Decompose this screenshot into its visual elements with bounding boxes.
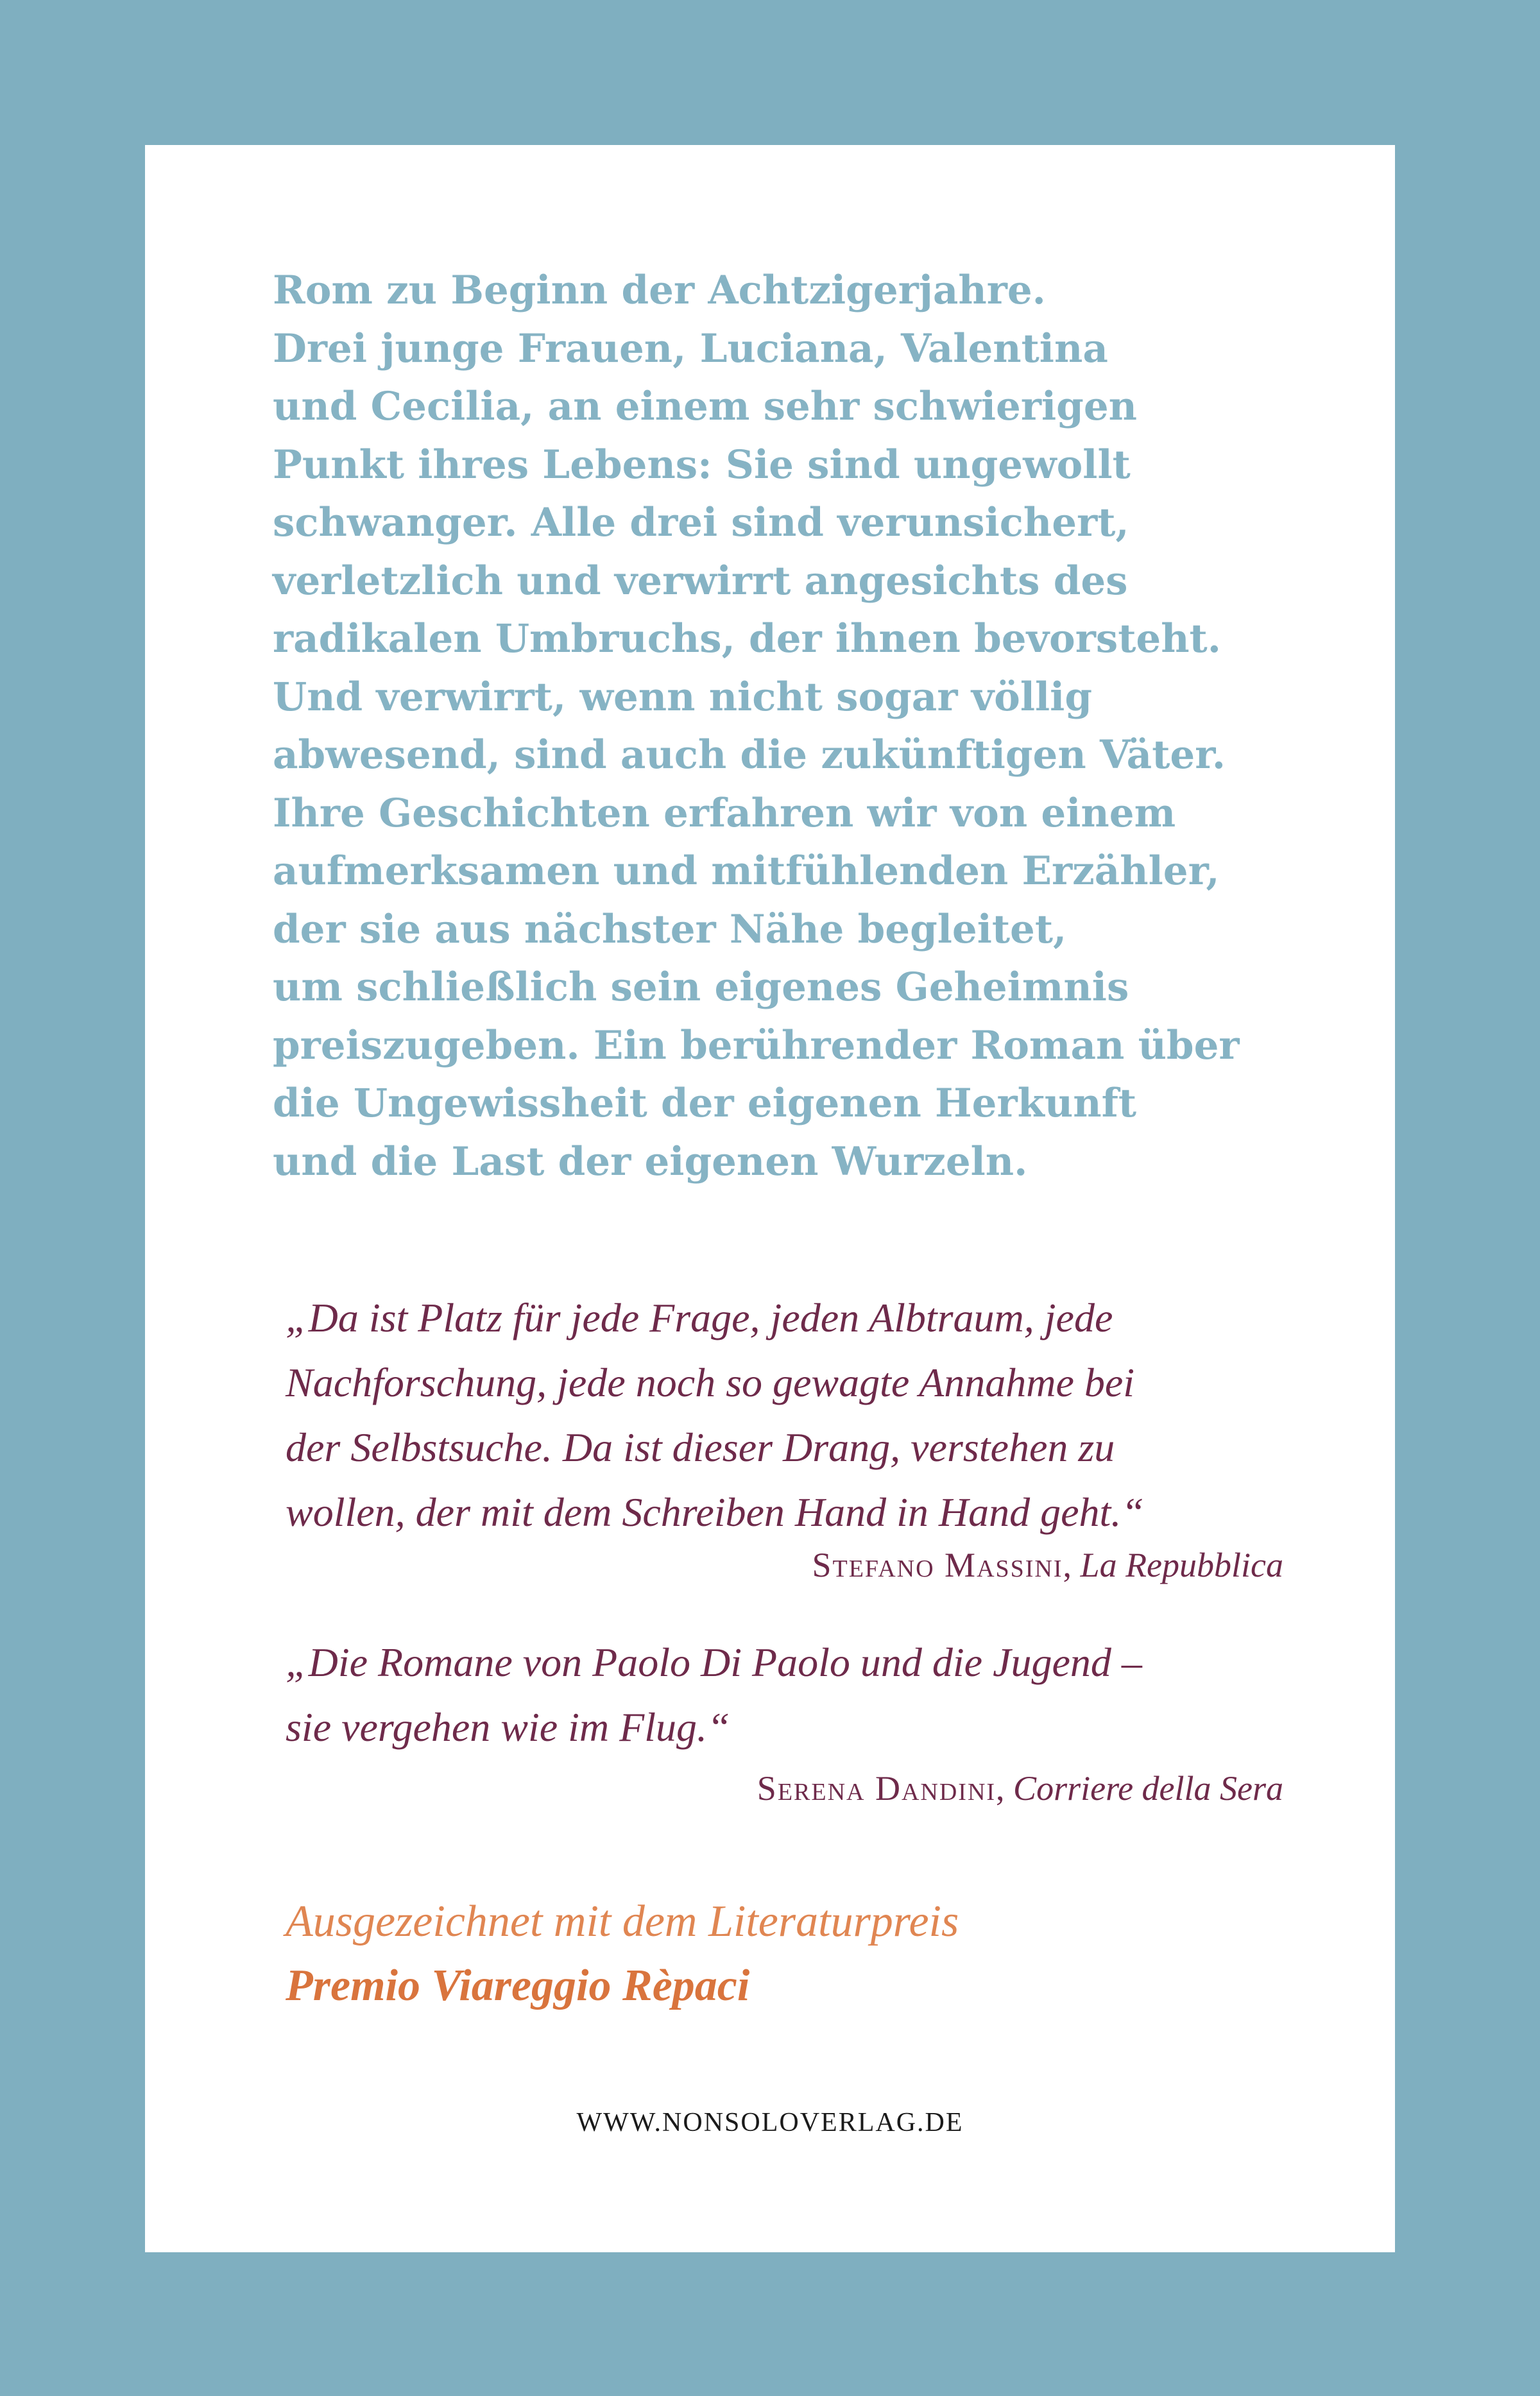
blurb-line: die Ungewissheit der eigenen Herkunft — [273, 1081, 1136, 1126]
blurb-line: abwesend, sind auch die zukünftigen Väter. — [273, 732, 1226, 778]
quote-source: Corriere della Sera — [1013, 1769, 1283, 1808]
review-quote-2 — [286, 1630, 1287, 1759]
blurb-line: Rom zu Beginn der Achtzigerjahre. — [273, 268, 1046, 313]
quote-line: „Die Romane von Paolo Di Paolo und die Jugend – — [286, 1639, 1142, 1685]
blurb-line: Und verwirrt, wenn nicht sogar völlig — [273, 674, 1093, 720]
quote-line: sie vergehen wie im Flug.“ — [286, 1704, 730, 1750]
review-quote-1 — [286, 1285, 1287, 1545]
award-intro: Ausgezeichnet mit dem Literaturpreis — [286, 1897, 959, 1946]
quote-line: wollen, der mit dem Schreiben Hand in Hand geht.“ — [286, 1489, 1144, 1535]
quote-attribution-2: Serena Dandini, Corriere della Sera — [757, 1769, 1283, 1808]
blurb-line: und Cecilia, an einem sehr schwierigen — [273, 384, 1137, 429]
blurb-line: um schließlich sein eigenes Geheimnis — [273, 964, 1129, 1010]
publisher-website[interactable]: WWW.NONSOLOVERLAG.DE — [576, 2108, 964, 2137]
quote-line: Nachforschung, jede noch so gewagte Annahme bei — [286, 1360, 1135, 1405]
blurb-line: und die Last der eigenen Wurzeln. — [273, 1138, 1028, 1185]
quote-line: der Selbstsuche. Da ist dieser Drang, verstehen zu — [286, 1425, 1115, 1470]
blurb-line: aufmerksamen und mitfühlenden Erzähler, — [273, 848, 1220, 894]
award-prize: Premio Viareggio Rèpaci — [286, 1961, 750, 2010]
blurb-line: verletzlich und verwirrt angesichts des — [273, 558, 1128, 604]
quote-source: La Repubblica — [1080, 1546, 1283, 1584]
blurb-line: der sie aus nächster Nähe begleitet, — [273, 906, 1067, 952]
blurb-line: Punkt ihres Lebens: Sie sind ungewollt — [273, 441, 1131, 488]
blurb-line: schwanger. Alle drei sind verunsichert, — [273, 500, 1129, 545]
quote-author: Stefano Massini — [812, 1546, 1063, 1584]
blurb-line: radikalen Umbruchs, der ihnen bevorsteht. — [273, 616, 1221, 662]
blurb-line: Drei junge Frauen, Luciana, Valentina — [273, 325, 1108, 372]
blurb-line: preiszugeben. Ein berührender Roman über — [273, 1022, 1240, 1068]
book-blurb — [273, 262, 1299, 1191]
quote-author: Serena Dandini — [757, 1769, 997, 1808]
award-note — [286, 1890, 1287, 2018]
quote-line: „Da ist Platz für jede Frage, jeden Albtraum, jede — [286, 1295, 1113, 1340]
blurb-line: Ihre Geschichten erfahren wir von einem — [273, 790, 1176, 836]
quote-attribution-1: Stefano Massini, La Repubblica — [812, 1546, 1283, 1584]
